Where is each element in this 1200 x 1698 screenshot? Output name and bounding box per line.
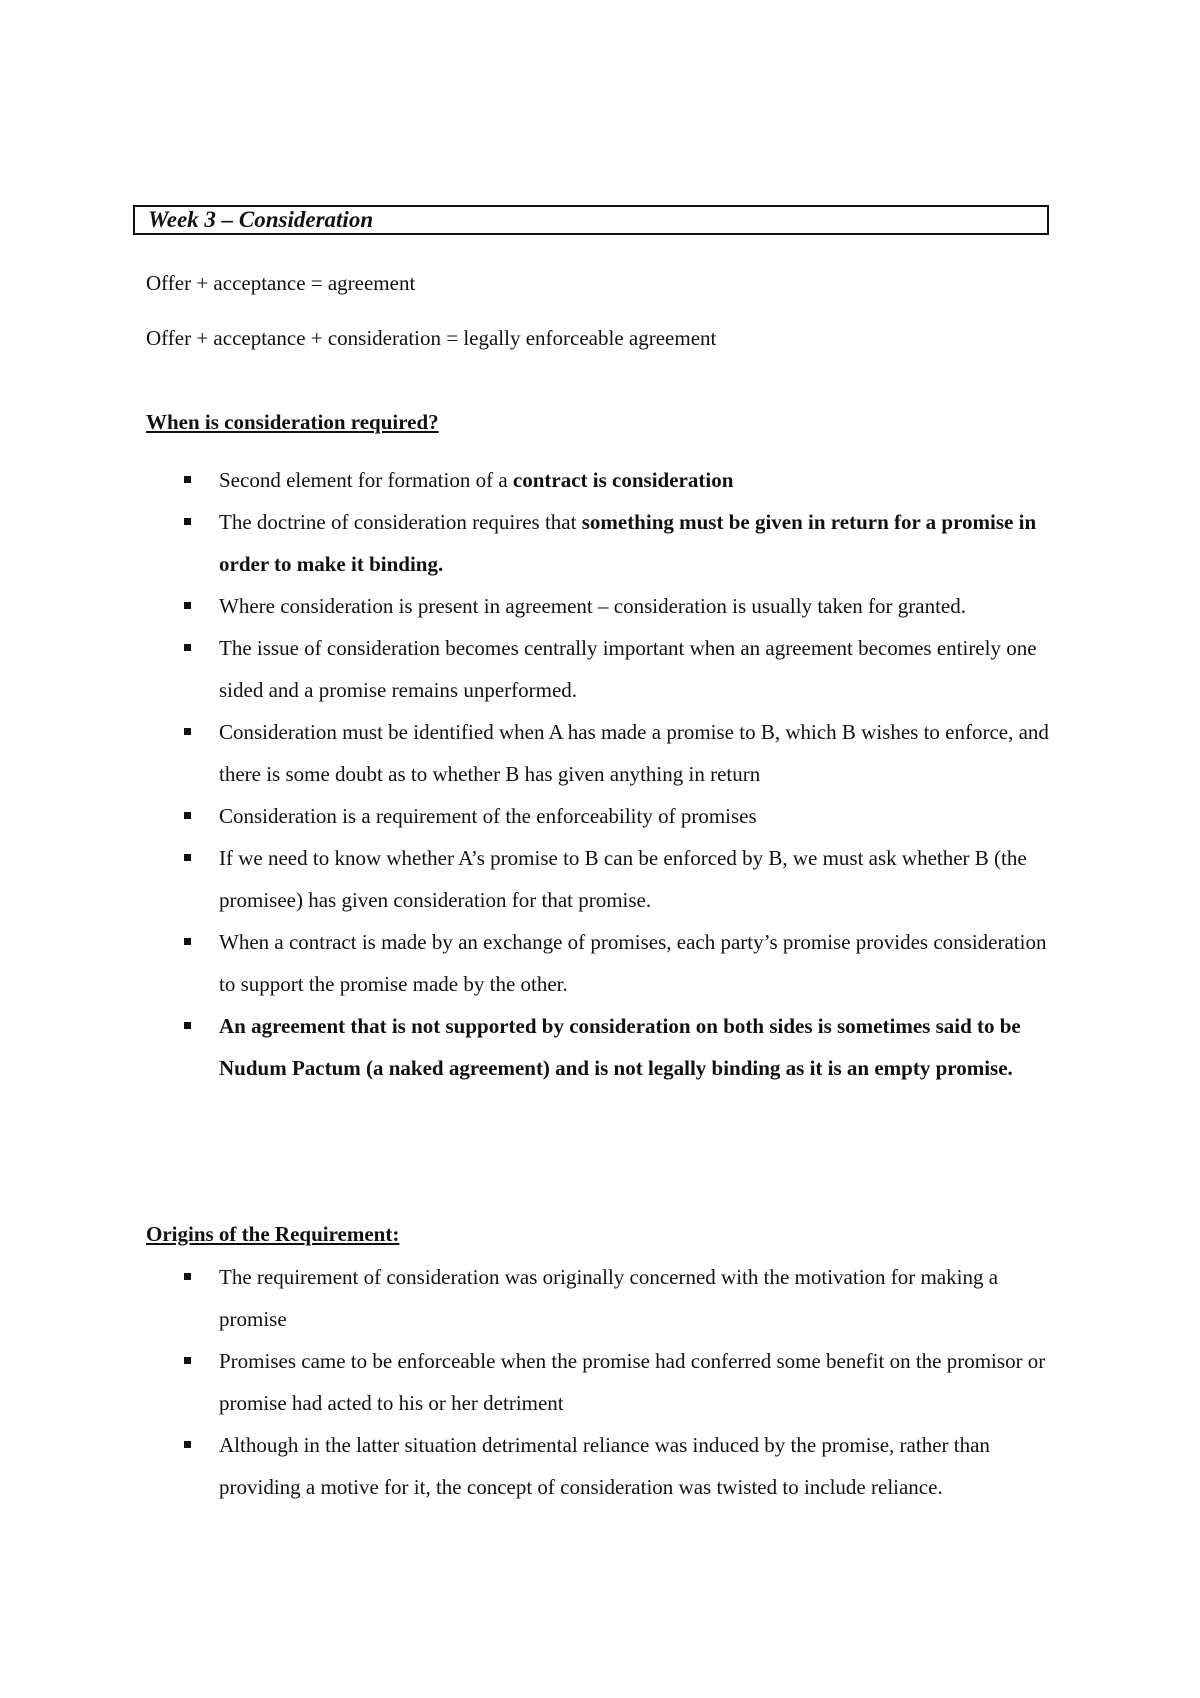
equation-agreement: Offer + acceptance = agreement	[146, 271, 416, 295]
list-item-text: Second element for formation of a	[219, 468, 513, 492]
square-bullet-icon	[184, 812, 191, 819]
list-item-text: The doctrine of consideration requires that	[219, 510, 582, 534]
list-item-text: Consideration is a requirement of the enforceability of promises	[219, 804, 757, 828]
section-heading-when-required: When is consideration required?	[146, 410, 439, 434]
list-item	[146, 921, 1066, 1005]
square-bullet-icon	[184, 854, 191, 861]
list-item	[146, 837, 1066, 921]
list-item	[146, 1424, 1066, 1508]
square-bullet-icon	[184, 1022, 191, 1029]
page-title: Week 3 – Consideration	[133, 205, 1049, 235]
square-bullet-icon	[184, 1273, 191, 1280]
list-item-text: An agreement that is not supported by consideration on both sides is sometimes said to be Nudum Pactum (a naked agreement) and is not legally binding as it is an empty promise.	[219, 1014, 1021, 1080]
list-item-text: When a contract is made by an exchange of promises, each party’s promise provides consideration to support the promise made by the other.	[219, 930, 1047, 996]
square-bullet-icon	[184, 476, 191, 483]
equation-enforceable-agreement: Offer + acceptance + consideration = legally enforceable agreement	[146, 326, 717, 350]
section-heading-origins: Origins of the Requirement:	[146, 1222, 400, 1246]
list-item	[146, 711, 1066, 795]
bullet-list-when-required	[146, 459, 1066, 1089]
square-bullet-icon	[184, 518, 191, 525]
square-bullet-icon	[184, 644, 191, 651]
list-item-bold-text: contract is consideration	[512, 468, 734, 492]
square-bullet-icon	[184, 1357, 191, 1364]
list-item-text: If we need to know whether A’s promise to B can be enforced by B, we must ask whether B (the promisee) has given consideration for that promise.	[219, 846, 1027, 912]
list-item-text: Although in the latter situation detrimental reliance was induced by the promise, rather than providing a motive for it, the concept of consideration was twisted to include reliance.	[219, 1433, 990, 1499]
square-bullet-icon	[184, 602, 191, 609]
list-item	[146, 1005, 1066, 1089]
square-bullet-icon	[184, 1441, 191, 1448]
square-bullet-icon	[184, 728, 191, 735]
list-item	[146, 501, 1066, 585]
list-item	[146, 627, 1066, 711]
square-bullet-icon	[184, 938, 191, 945]
list-item	[146, 459, 1066, 501]
list-item	[146, 585, 1066, 627]
list-item-text: The issue of consideration becomes centrally important when an agreement becomes entirely one sided and a promise remains unperformed.	[219, 636, 1037, 702]
list-item-bold-text: something must be given in return for a promise in order to make it binding.	[219, 510, 1037, 576]
list-item-text: Where consideration is present in agreement – consideration is usually taken for granted.	[219, 594, 966, 618]
list-item	[146, 1340, 1066, 1424]
bullet-list-origins	[146, 1256, 1066, 1508]
list-item-text: The requirement of consideration was originally concerned with the motivation for making a promise	[219, 1265, 999, 1331]
list-item-text: Consideration must be identified when A has made a promise to B, which B wishes to enforce, and there is some doubt as to whether B has given anything in return	[219, 720, 1049, 786]
list-item	[146, 795, 1066, 837]
list-item	[146, 1256, 1066, 1340]
list-item-text: Promises came to be enforceable when the promise had conferred some benefit on the promisor or promise had acted to his or her detriment	[219, 1349, 1046, 1415]
